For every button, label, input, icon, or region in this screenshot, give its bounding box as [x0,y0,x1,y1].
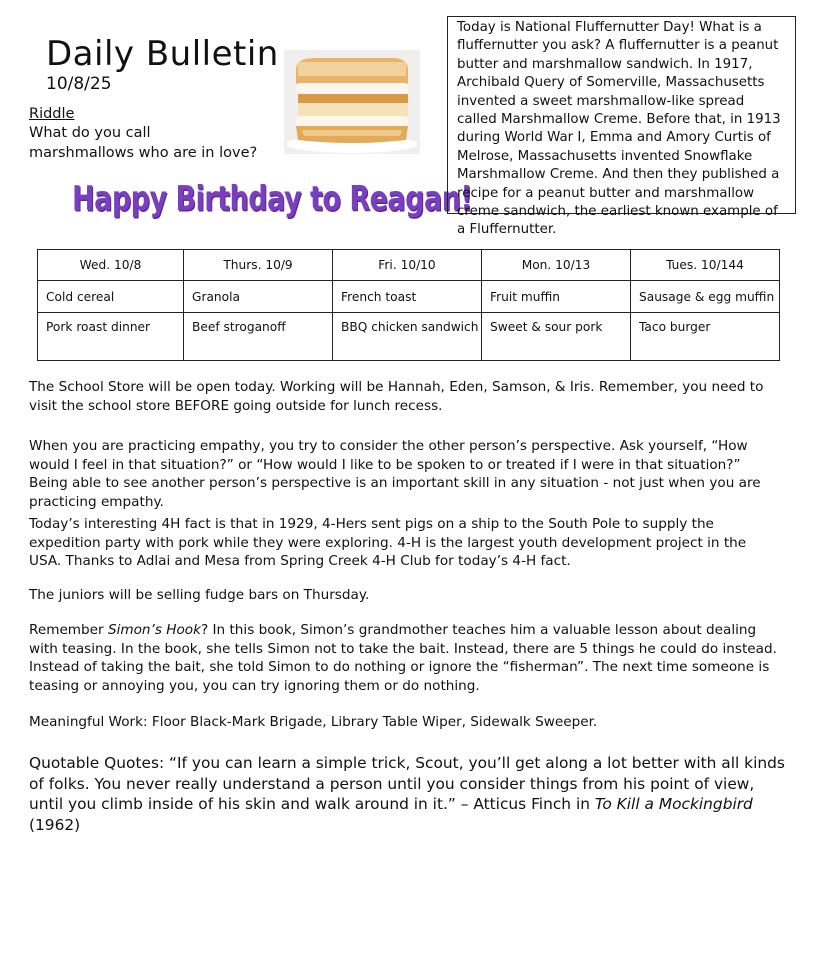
menu-cell: Sausage & egg muffin [631,281,780,313]
lunch-menu-table [37,249,780,361]
quote-lead: Quotable Quotes: [29,754,170,772]
menu-cell: Cold cereal [38,281,184,313]
menu-cell: Granola [184,281,333,313]
quotable-quote [29,753,789,835]
riddle-question: What do you call marshmallows who are in love? [29,125,258,161]
bulletin-date: 10/8/25 [46,74,112,94]
fudge-paragraph: The juniors will be selling fudge bars on Thursday. [29,587,370,603]
school-store-paragraph: The School Store will be open today. Working will be Hannah, Eden, Samson, & Iris. Remember, you need to visit the school store BEFORE going outside for lunch recess. [29,379,764,414]
menu-day: Wed. 10/8 [38,250,184,281]
menu-header-row [38,250,780,281]
bulletin-title: Daily Bulletin [46,34,279,74]
quote-text: “If you can learn a simple trick, Scout, you’ll get along a lot better with all kinds of folks. You never really understand a person until you consider things from his point of view, until you climb inside of his skin and walk around in it.” – Atticus Finch in [29,754,785,813]
book-title: Simon’s Hook [107,622,201,638]
menu-breakfast-row [38,281,780,313]
simons-hook-paragraph [29,621,779,695]
sandwich-image [284,50,420,154]
fluffernutter-fact-box: Today is National Fluffernutter Day! What is a fluffernutter you ask? A fluffernutter is a peanut butter and marshmallow sandwich. In 1917, Archibald Query of Somerville, Massachusetts invented a sweet marshmallow-like spread called Marshmallow Creme. Before that, in 1913 during World War I, Emma and Amory Curtis of Melrose, Massachusetts invented Snowflake Marshmallow Creme. And then they published a recipe for a peanut butter and marshmallow creme sandwich, the earliest known example of a Fluffernutter. [447,16,796,214]
menu-day: Mon. 10/13 [482,250,631,281]
menu-day: Tues. 10/144 [631,250,780,281]
menu-day: Fri. 10/10 [333,250,482,281]
menu-dinner-row [38,313,780,361]
menu-cell: Taco burger [631,313,780,361]
meaningful-work-paragraph: Meaningful Work: Floor Black-Mark Brigade, Library Table Wiper, Sidewalk Sweeper. [29,714,598,730]
fourh-fact-paragraph: Today’s interesting 4H fact is that in 1929, 4-Hers sent pigs on a ship to the South Pole to supply the expedition party with pork while they were exploring. 4-H is the largest youth development project in the USA. Thanks to Adlai and Mesa from Spring Creek 4-H Club for today’s 4-H fact. [29,516,747,570]
menu-cell: French toast [333,281,482,313]
hook-lead: Remember [29,622,108,638]
empathy-paragraph: When you are practicing empathy, you try to consider the other person’s perspective. Ask yourself, “How would I feel in that situation?” or “How would I like to be spoken to or treated if I were in that situation?” Being able to see another person’s perspective is an important skill in any situation - not just when you are practicing empathy. [29,438,761,510]
menu-cell: Beef stroganoff [184,313,333,361]
menu-cell: Sweet & sour pork [482,313,631,361]
sandwich-icon [284,50,420,154]
quote-book-title: To Kill a Mockingbird [594,795,753,813]
menu-cell: Fruit muffin [482,281,631,313]
riddle-heading: Riddle [29,106,75,122]
quote-year: (1962) [29,815,81,834]
menu-day: Thurs. 10/9 [184,250,333,281]
birthday-banner: Happy Birthday to Reagan! [72,180,473,219]
menu-cell: BBQ chicken sandwich [333,313,482,361]
menu-cell: Pork roast dinner [38,313,184,361]
hook-body: ? In this book, Simon’s grandmother teaches him a valuable lesson about dealing with teasing. In the book, she tells Simon not to take the bait. Instead, there are 5 things he could do instead. Instead of taking the bait, she told Simon to do nothing or ignore the “fisherman”. The next time someone is teasing or annoying you, you can try ignoring them or do nothing. [29,622,777,694]
